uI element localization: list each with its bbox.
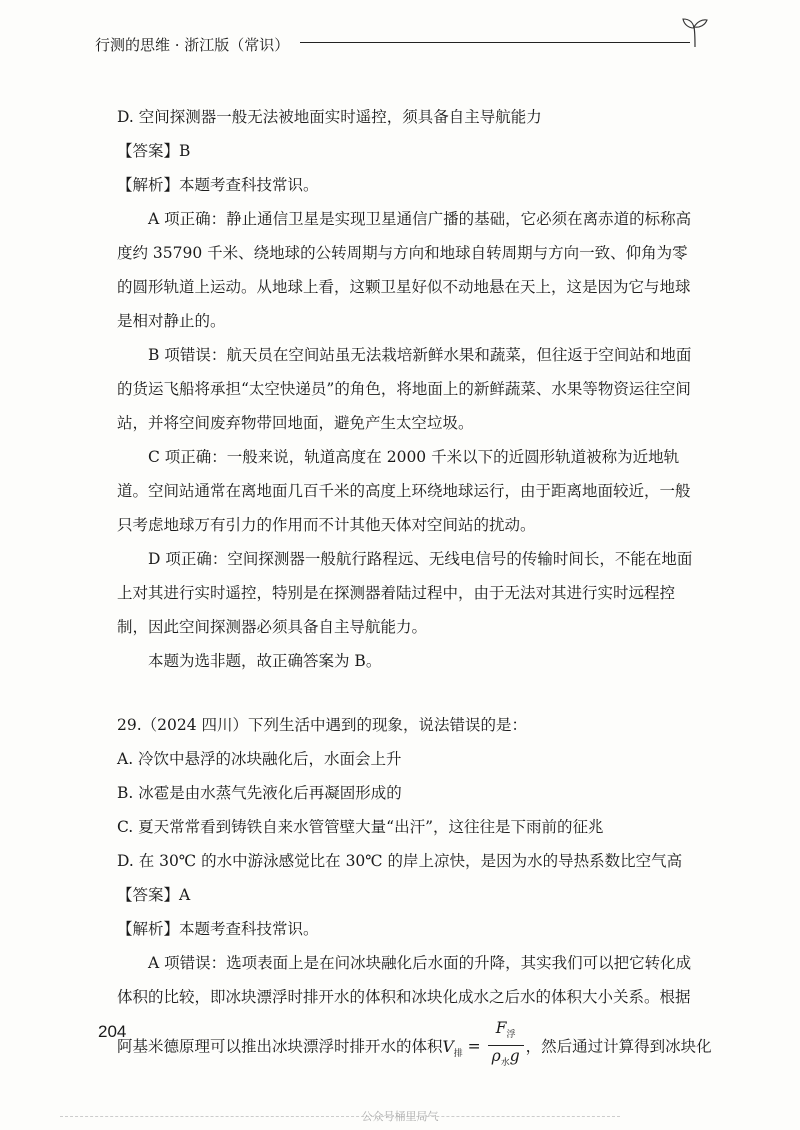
q29-option-c: C. 夏天常常看到铸铁自来水管管壁大量“出汗”，这往往是下雨前的征兆 <box>117 818 604 836</box>
formula-equals: = <box>462 1037 486 1056</box>
analysis-b: B 项错误：航天员在空间站虽无法栽培新鲜水果和蔬菜，但往返于空间站和地面的货运飞船将承担“太空快递员”的角色，将地面上的新鲜蔬菜、水果等物资运往空间站，并将空间废弃物带回地面，避免产生太空垃圾。 <box>117 346 692 432</box>
watermark: 公众号桶里局气 <box>361 1111 439 1123</box>
analysis-c: C 项正确：一般来说，轨道高度在 2000 千米以下的近圆形轨道被称为近地轨道。空间站通常在离地面几百千米的高度上环绕地球运行，由于距离地面较近，一般只考虑地球万有引力的作用而不计其他天体对空间站的扰动。 <box>117 448 691 534</box>
fraction-numerator: $F_浮$ <box>488 1018 524 1046</box>
formula-lhs: $V_排$ <box>442 1037 463 1059</box>
q29-analysis-heading: 【解析】本题考查科技常识。 <box>117 920 319 938</box>
page-number: 204 <box>98 1022 127 1041</box>
question-29: 29.（2024 四川）下列生活中遇到的现象，说法错误的是： <box>117 716 528 734</box>
q29-option-b: B. 冰雹是由水蒸气先液化后再凝固形成的 <box>117 784 402 802</box>
analysis-a: A 项正确：静止通信卫星是实现卫星通信广播的基础，它必须在离赤道的标称高度约 35790 千米、绕地球的公转周期与方向和地球自转周期与方向一致、仰角为零的圆形轨道上运动。从地球上看，这颗卫星好似不动地悬在天上，这是因为它与地球是相对静止的。 <box>117 210 692 330</box>
conclusion-line: 本题为选非题，故正确答案为 B。 <box>148 652 382 670</box>
q29-option-d: D. 在 30℃ 的水中游泳感觉比在 30℃ 的岸上凉快，是因为水的导热系数比空气高 <box>117 852 683 870</box>
fraction-denominator: $\rho_水g$ <box>491 1047 520 1069</box>
running-header: 行测的思维 · 浙江版（常识） <box>95 36 290 54</box>
option-d-line: D. 空间探测器一般无法被地面实时遥控，须具备自主导航能力 <box>117 108 542 126</box>
q29-analysis-a: A 项错误：选项表面上是在问冰块融化后水面的升降，其实我们可以把它转化成体积的比较，即冰块漂浮时排开水的体积和冰块化成水之后水的体积大小关系。根据 <box>117 954 692 1006</box>
formula-before: 阿基米德原理可以推出冰块漂浮时排开水的体积 <box>117 1037 443 1056</box>
q29-option-a: A. 冷饮中悬浮的冰块融化后，水面会上升 <box>117 750 402 768</box>
formula-after: ，然后通过计算得到冰块化 <box>525 1037 712 1056</box>
q29-answer: 【答案】A <box>117 886 191 904</box>
analysis-d: D 项正确：空间探测器一般航行路程远、无线电信号的传输时间长，不能在地面上对其进行实时遥控，特别是在探测器着陆过程中，由于无法对其进行实时远程控制，因此空间探测器必须具备自主导航能力。 <box>117 550 693 636</box>
sprout-icon <box>682 16 708 48</box>
spacer <box>117 678 695 708</box>
formula-line <box>117 1019 712 1075</box>
answer-line: 【答案】B <box>117 142 191 160</box>
header-rule <box>300 42 690 43</box>
formula-fraction <box>488 1018 524 1073</box>
analysis-heading: 【解析】本题考查科技常识。 <box>117 176 319 194</box>
page-body <box>117 100 712 1075</box>
